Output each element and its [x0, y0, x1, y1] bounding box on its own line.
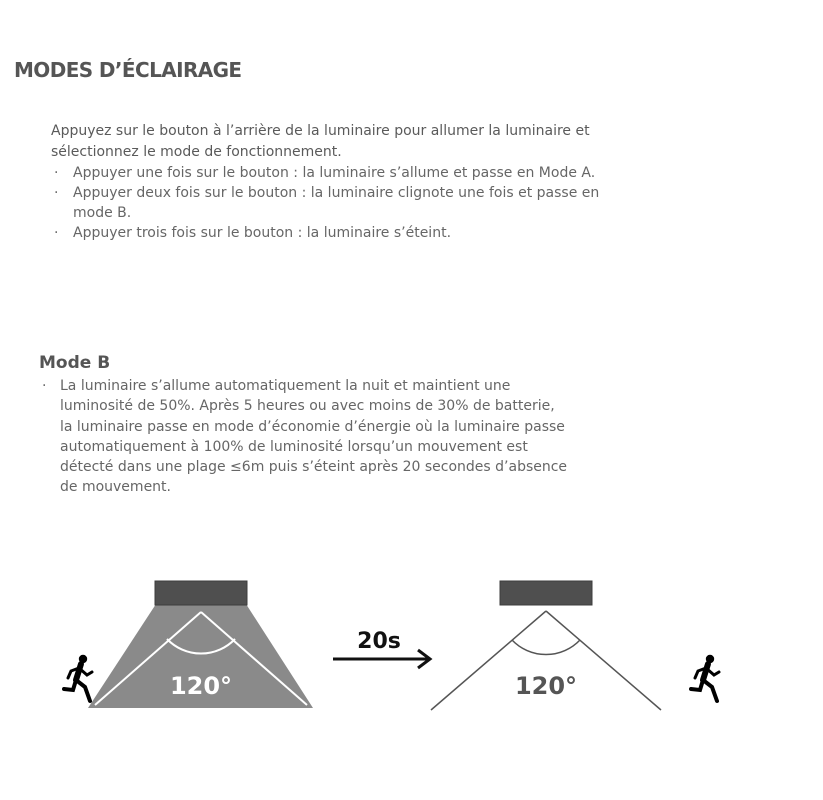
lamp-fixture	[500, 581, 592, 605]
mode-b-heading: Mode B	[39, 353, 111, 373]
lamp-off-group	[431, 581, 661, 710]
bullet-icon: ·	[42, 378, 47, 394]
step-text: Appuyer une fois sur le bouton : la luminaire s’allume et passe en Mode A.	[73, 165, 596, 181]
list-item	[51, 223, 631, 243]
angle-label: 120°	[514, 672, 578, 700]
list-item	[39, 376, 569, 498]
step-text: Appuyer trois fois sur le bouton : la luminaire s’éteint.	[73, 225, 452, 241]
page-title: MODES D’ÉCLAIRAGE	[14, 58, 242, 82]
lamp-on-group	[88, 581, 313, 708]
step-text: Appuyer deux fois sur le bouton : la luminaire clignote une fois et passe en mode B.	[73, 185, 600, 221]
lamp-fixture	[155, 581, 247, 605]
mode-b-text: La luminaire s’allume automatiquement la nuit et maintient une luminosité de 50%. Après 5 heures ou avec moins de 30% de batterie, la luminaire passe en mode d’économie d’énergie où la luminaire passe automatiquement à 100% de luminosité lorsqu’un mouvement est détecté dans une plage ≤6m puis s’éteint après 20 secondes d’absence de mouvement.	[60, 378, 568, 496]
runner-icon	[64, 655, 92, 701]
bullet-icon: ·	[54, 165, 59, 181]
bullet-icon: ·	[54, 185, 59, 201]
motion-sensor-diagram	[0, 560, 823, 730]
bullet-icon: ·	[54, 225, 59, 241]
delay-label: 20s	[357, 629, 401, 654]
mode-b-list	[39, 376, 569, 498]
angle-arc	[512, 640, 580, 655]
arrow-group	[333, 629, 430, 668]
list-item	[51, 183, 631, 223]
angle-label: 120°	[169, 672, 233, 700]
runner-icon	[691, 655, 719, 701]
intro-paragraph: Appuyez sur le bouton à l’arrière de la luminaire pour allumer la luminaire et sélectionnez le mode de fonctionnement.	[51, 123, 590, 160]
instruction-list	[51, 163, 631, 243]
list-item	[51, 163, 631, 183]
